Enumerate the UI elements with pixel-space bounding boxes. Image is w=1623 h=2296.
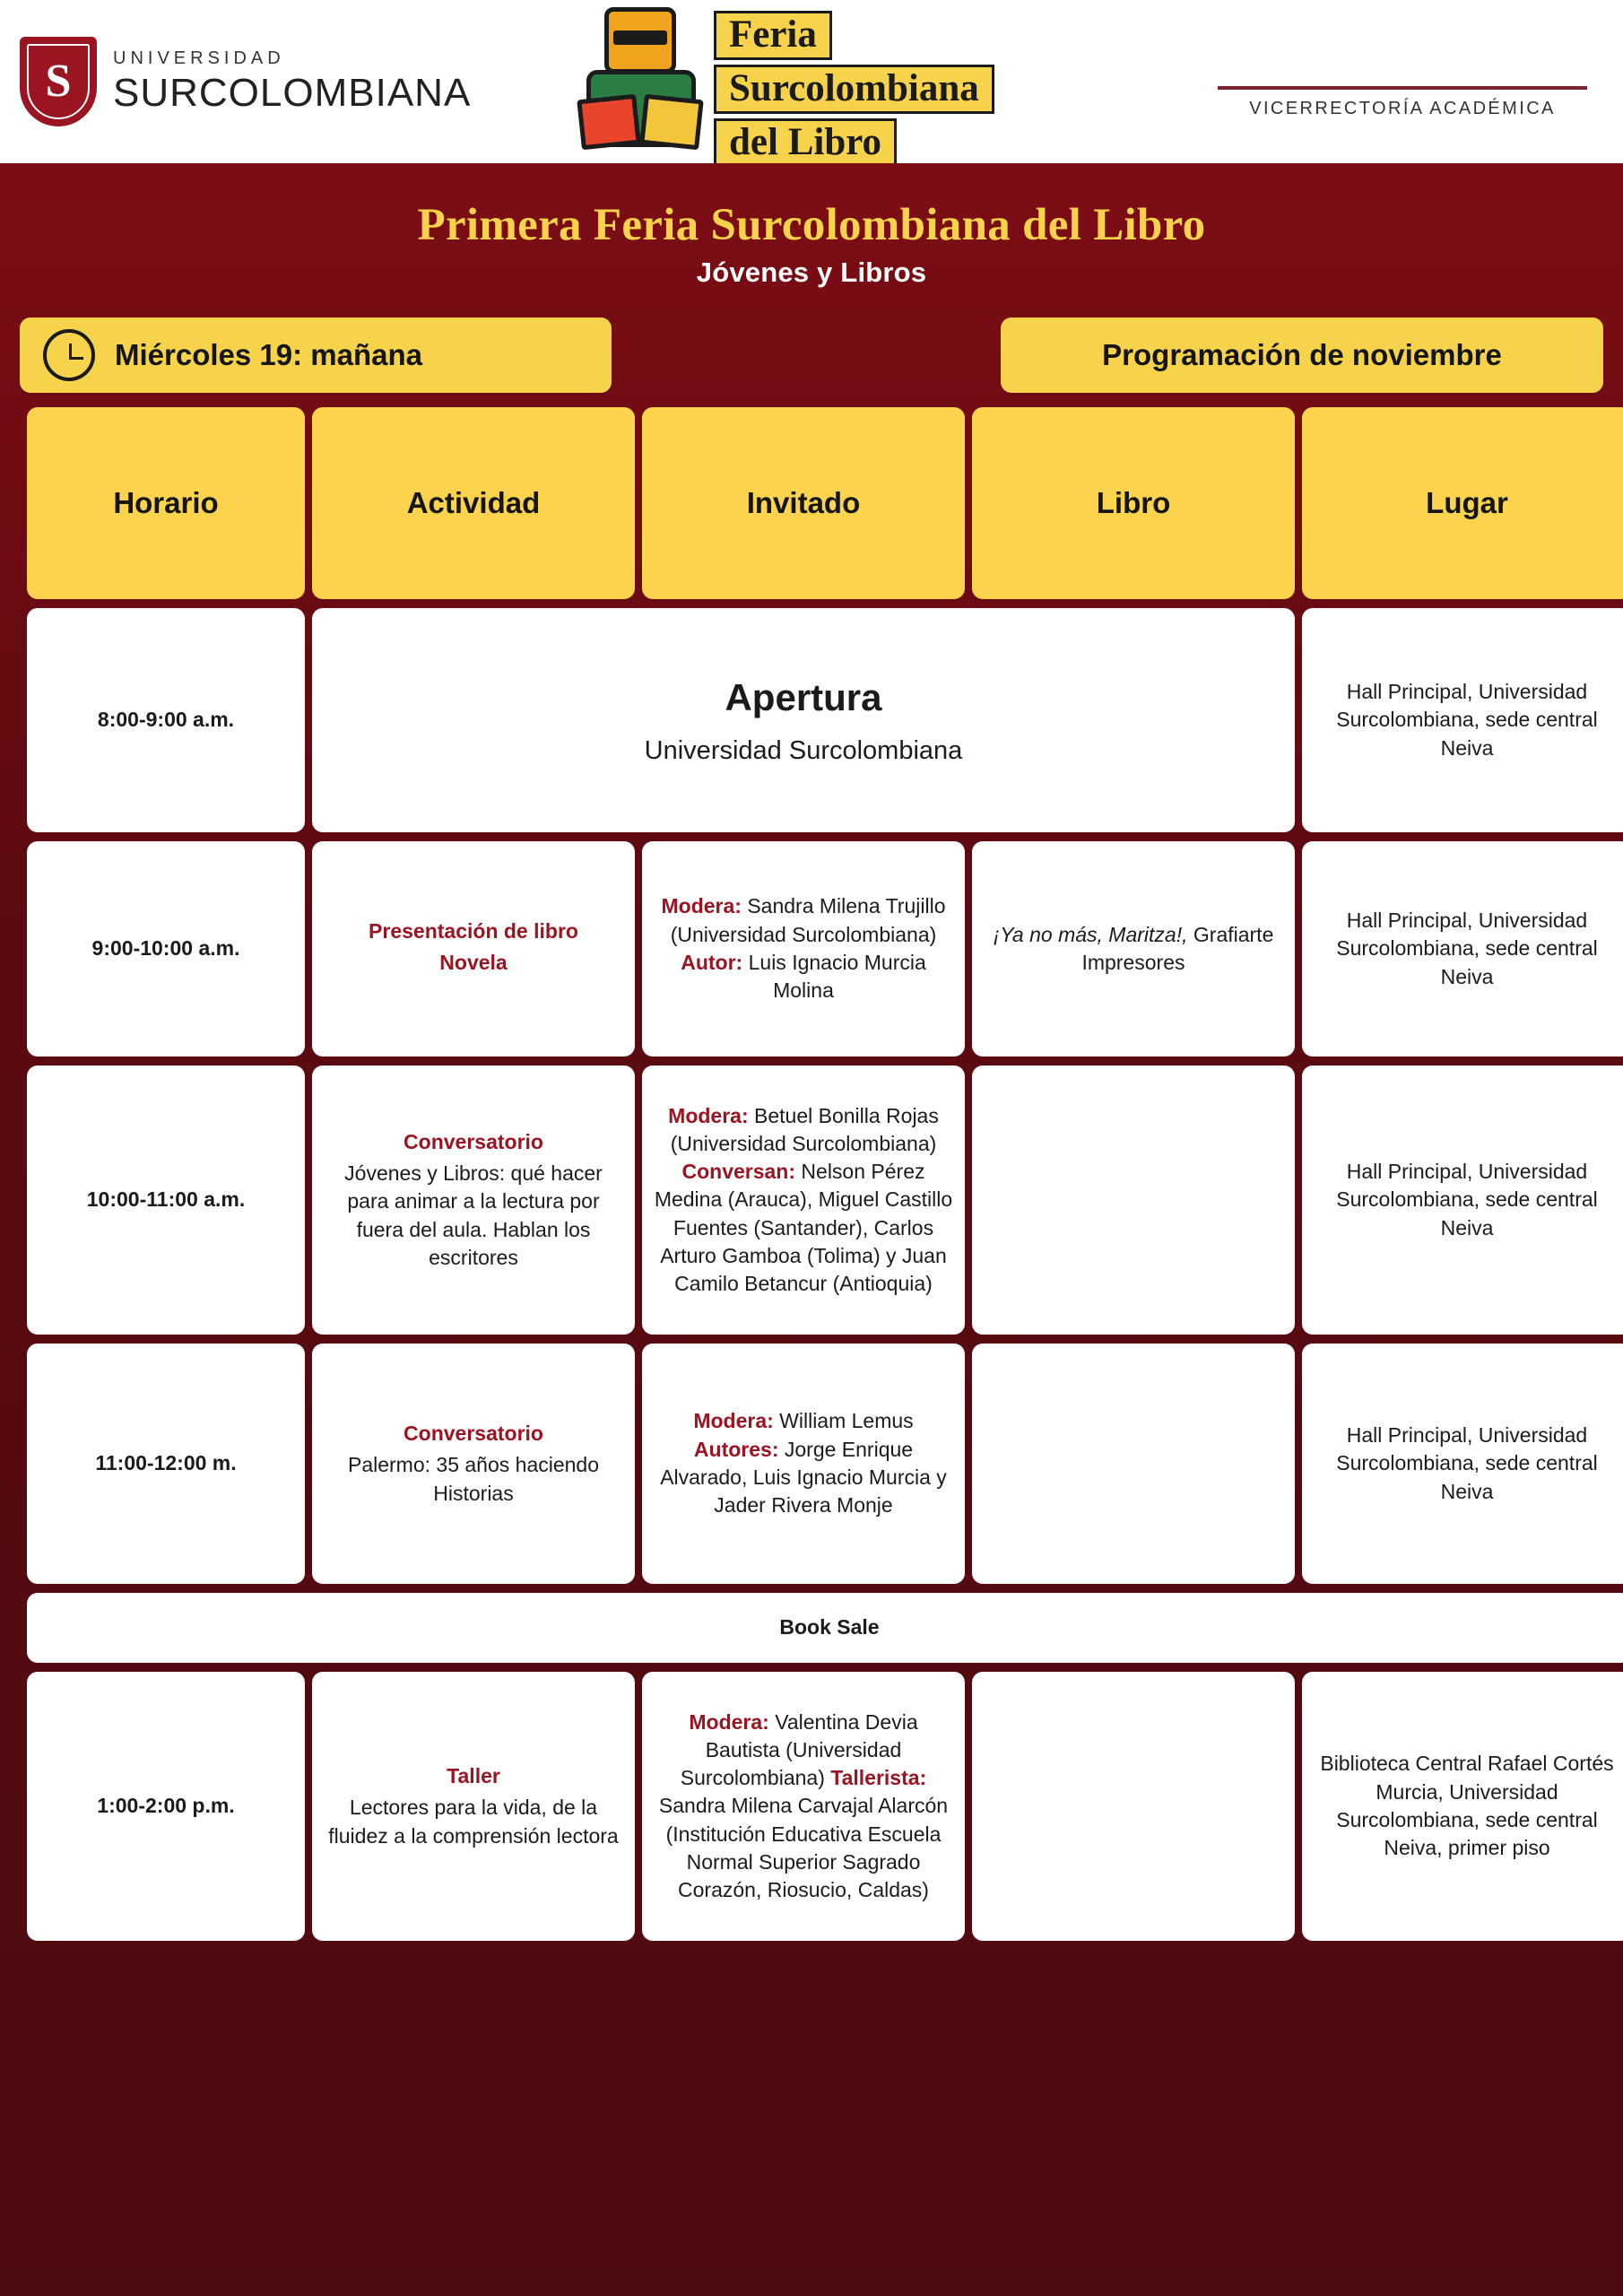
activity-title: Conversatorio — [404, 1422, 543, 1446]
activity-title: Presentación de libro — [369, 918, 578, 943]
apertura-title: Apertura — [725, 675, 882, 718]
guest-moderator-label: Modera: — [689, 1709, 769, 1734]
cell-guest — [642, 1672, 965, 1941]
fair-logo-word-2: Surcolombiana — [714, 65, 994, 114]
fair-logo-word-3: del Libro — [714, 118, 897, 168]
day-chip-label: Miércoles 19: mañana — [115, 338, 422, 371]
cell-time: 10:00-11:00 a.m. — [27, 1065, 305, 1335]
university-wordmark — [113, 48, 471, 116]
cell-activity — [312, 841, 635, 1057]
guest-workshop-leader: Sandra Milena Carvajal Alarcón (Institución Educativa Escuela Normal Superior Sagrado Corazón, Riosucio, Caldas) — [658, 1794, 949, 1902]
activity-text: Palermo: 35 años haciendo Historias — [347, 1453, 600, 1505]
table-row — [27, 1065, 1623, 1335]
cell-book — [972, 1672, 1295, 1941]
guest-moderator: Betuel Bonilla Rojas (Universidad Surcolombiana) — [670, 1103, 939, 1155]
activity-title: Conversatorio — [404, 1129, 543, 1153]
page-header — [0, 0, 1623, 163]
column-header-libro: Libro — [972, 407, 1295, 599]
cell-time: 9:00-10:00 a.m. — [27, 841, 305, 1057]
guest-panelists-label: Conversan: — [681, 1160, 796, 1184]
cell-guest — [642, 1344, 965, 1584]
university-line1: UNIVERSIDAD — [113, 48, 285, 68]
chips-row — [20, 317, 1603, 393]
column-header-lugar: Lugar — [1302, 407, 1623, 599]
cell-activity — [312, 1344, 635, 1584]
cell-book — [972, 841, 1295, 1057]
cell-activity — [312, 1672, 635, 1941]
activity-text: Jóvenes y Libros: qué hacer para animar a la lectura por fuera del aula. Hablan los escritores — [344, 1161, 603, 1269]
cell-book — [972, 1344, 1295, 1584]
cell-place: Hall Principal, Universidad Surcolombiana, sede central Neiva — [1302, 841, 1623, 1057]
apertura-subtitle: Universidad Surcolombiana — [644, 735, 963, 765]
fair-logo — [574, 4, 994, 172]
cell-place: Hall Principal, Universidad Surcolombiana, sede central Neiva — [1302, 1344, 1623, 1584]
vicerrectoria-logo — [1218, 86, 1587, 119]
cell-guest — [642, 1065, 965, 1335]
guest-moderator: Sandra Milena Trujillo (Universidad Surcolombiana) — [670, 894, 946, 946]
guest-moderator-label: Modera: — [693, 1409, 774, 1433]
cell-time: 1:00-2:00 p.m. — [27, 1672, 305, 1941]
schedule-table — [20, 398, 1623, 1950]
column-header-actividad: Actividad — [312, 407, 635, 599]
poster-body — [0, 163, 1623, 2296]
cell-time: 11:00-12:00 m. — [27, 1344, 305, 1584]
month-chip: Programación de noviembre — [1001, 317, 1603, 393]
cell-place: Hall Principal, Universidad Surcolombiana, sede central Neiva — [1302, 1065, 1623, 1335]
guest-workshop-label: Tallerista: — [830, 1766, 927, 1790]
vicerrectoria-label: VICERRECTORÍA ACADÉMICA — [1249, 99, 1556, 118]
cell-place: Biblioteca Central Rafael Cortés Murcia, Universidad Surcolombiana, sede central Neiva, primer piso — [1302, 1672, 1623, 1941]
guest-moderator: William Lemus — [773, 1409, 914, 1433]
cell-apertura — [312, 608, 1295, 832]
fair-logo-word-1: Feria — [714, 11, 832, 60]
cell-place: Hall Principal, Universidad Surcolombiana, sede central Neiva — [1302, 608, 1623, 832]
guest-moderator-label: Modera: — [668, 1103, 749, 1127]
cell-book — [972, 1065, 1295, 1335]
fair-logo-words — [714, 11, 994, 172]
activity-text: Lectores para la vida, de la fluidez a la comprensión lectora — [328, 1796, 619, 1848]
day-chip — [20, 317, 612, 393]
guest-authors-label: Autores: — [693, 1437, 779, 1461]
activity-title: Taller — [447, 1764, 500, 1788]
university-logo — [20, 37, 471, 126]
table-row — [27, 1672, 1623, 1941]
table-row — [27, 608, 1623, 832]
table-row — [27, 1344, 1623, 1584]
book-sale-banner: Book Sale — [27, 1593, 1623, 1663]
table-row — [27, 841, 1623, 1057]
activity-text: Novela — [439, 951, 508, 974]
column-header-horario: Horario — [27, 407, 305, 599]
guest-authors: Jorge Enrique Alvarado, Luis Ignacio Murcia y Jader Rivera Monje — [660, 1437, 947, 1518]
book-publisher: Grafiarte Impresores — [1081, 922, 1274, 974]
guest-moderator-label: Modera: — [661, 894, 742, 918]
guest-author-label: Autor: — [681, 951, 743, 974]
clock-icon — [43, 329, 95, 381]
book-sale-row — [27, 1593, 1623, 1663]
page-title: Primera Feria Surcolombiana del Libro — [417, 200, 1206, 250]
book-title: ¡Ya no más, Maritza!, — [993, 922, 1188, 946]
cell-guest — [642, 841, 965, 1057]
vicerrectoria-rule — [1218, 86, 1587, 90]
column-header-invitado: Invitado — [642, 407, 965, 599]
page-subtitle: Jóvenes y Libros — [696, 257, 927, 288]
mascot-reader-icon — [574, 4, 708, 152]
university-line2: SURCOLOMBIANA — [113, 70, 472, 115]
guest-moderator: Valentina Devia Bautista (Universidad Surcolombiana) — [680, 1709, 918, 1790]
table-header-row — [27, 407, 1623, 599]
cell-activity — [312, 1065, 635, 1335]
guest-panelists: Nelson Pérez Medina (Arauca), Miguel Castillo Fuentes (Santander), Carlos Arturo Gamboa (Tolima) y Juan Camilo Betancur (Antioquia) — [654, 1160, 953, 1296]
shield-icon — [20, 37, 97, 126]
shield-letter: S — [45, 56, 72, 107]
guest-author: Luis Ignacio Murcia Molina — [742, 951, 926, 1003]
cell-time: 8:00-9:00 a.m. — [27, 608, 305, 832]
